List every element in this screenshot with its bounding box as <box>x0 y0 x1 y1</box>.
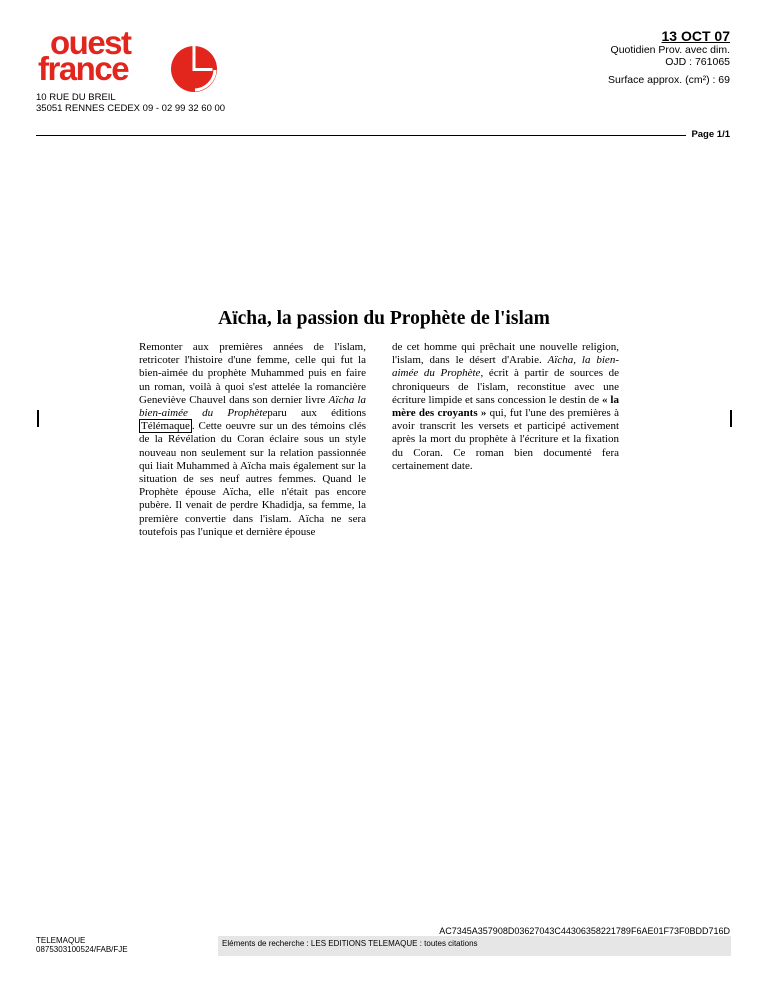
article-title: Aïcha, la passion du Prophète de l'islam <box>218 308 550 329</box>
document-hash: AC7345A357908D03627043C44306358221789F6AE01F73F0BDD716D <box>439 926 730 936</box>
publisher-address <box>36 92 225 114</box>
col2-bold-phrase: « la mère des croyants » <box>392 393 619 420</box>
client-name: TELEMAQUE <box>36 936 86 945</box>
col2-text-c: qui, fut l'une des premières à avoir transcrit les versets et participé activement après la mort du prophète à l'écriture et la fixation du Coran. Ce roman bien documenté fera certainement date. <box>392 407 619 472</box>
logo-wordmark <box>38 24 131 87</box>
search-elements-text: Eléments de recherche : LES EDITIONS TELEMAQUE : toutes citations <box>222 939 478 948</box>
col1-book-title: Aïcha la bien-aimée du Prophète <box>139 393 366 420</box>
publication-type: Quotidien Prov. avec dim. <box>610 44 730 56</box>
search-elements-bar <box>218 936 731 956</box>
ojd-count: OJD : 761065 <box>665 56 730 68</box>
logo-disc-icon <box>163 38 225 100</box>
col1-text-a: Remonter aux premières années de l'islam, retricoter l'histoire d'une femme, celle qui fut la bien-aimée du prophète Muhammed puis en faire un roman, voilà à quoi s'est attelée la romancière Geneviève Chauvel dans son dernier livre <box>139 341 366 406</box>
col2-book-title: Aïcha, la bien-aimée du Prophète <box>392 354 619 380</box>
surface-area: Surface approx. (cm²) : 69 <box>608 74 730 86</box>
address-line-2: 35051 RENNES CEDEX 09 - 02 99 32 60 00 <box>36 103 226 114</box>
address-line-1: 10 RUE DU BREIL <box>36 92 116 103</box>
logo-word-ouest: ouest <box>50 24 131 61</box>
col1-text-b: paru aux éditions <box>267 407 367 420</box>
col2-text-b: , écrit à partir de sources de chroniqueurs de l'islam, reconstitue avec une écriture limpide et sans concession le destin de <box>392 367 619 406</box>
client-reference <box>36 936 128 954</box>
publisher-highlight: Télémaque <box>141 420 190 433</box>
logo-word-france: france <box>38 50 129 87</box>
publication-date: 13 OCT 07 <box>661 28 730 44</box>
col1-text-c: . Cette oeuvre sur un des témoins clés de la Révélation du Coran éclaire sous un style nouveau non seulement sur la relation passionnée qui liait Muhammed à Aïcha mais également sur la situation de ses neuf autres femmes. Quand le Prophète épouse Aïcha, elle n'était pas encore pubère. Il venait de perdre Khadidja, sa femme, la première convertie dans l'islam. Aïcha ne sera toutefois pas l'unique et dernière épouse <box>139 420 366 538</box>
ouest-france-logo <box>38 24 190 90</box>
article-column-2 <box>392 341 619 473</box>
col2-text-a: de cet homme qui prêchait une nouvelle religion, l'islam, dans le désert d'Arabie. <box>392 341 619 367</box>
left-margin-marker <box>37 410 39 427</box>
article-column-1 <box>139 341 366 539</box>
page-number: Page 1/1 <box>691 129 730 140</box>
client-code: 0875303100524/FAB/FJE <box>36 945 128 954</box>
header-divider <box>36 135 686 136</box>
right-margin-marker <box>730 410 732 427</box>
